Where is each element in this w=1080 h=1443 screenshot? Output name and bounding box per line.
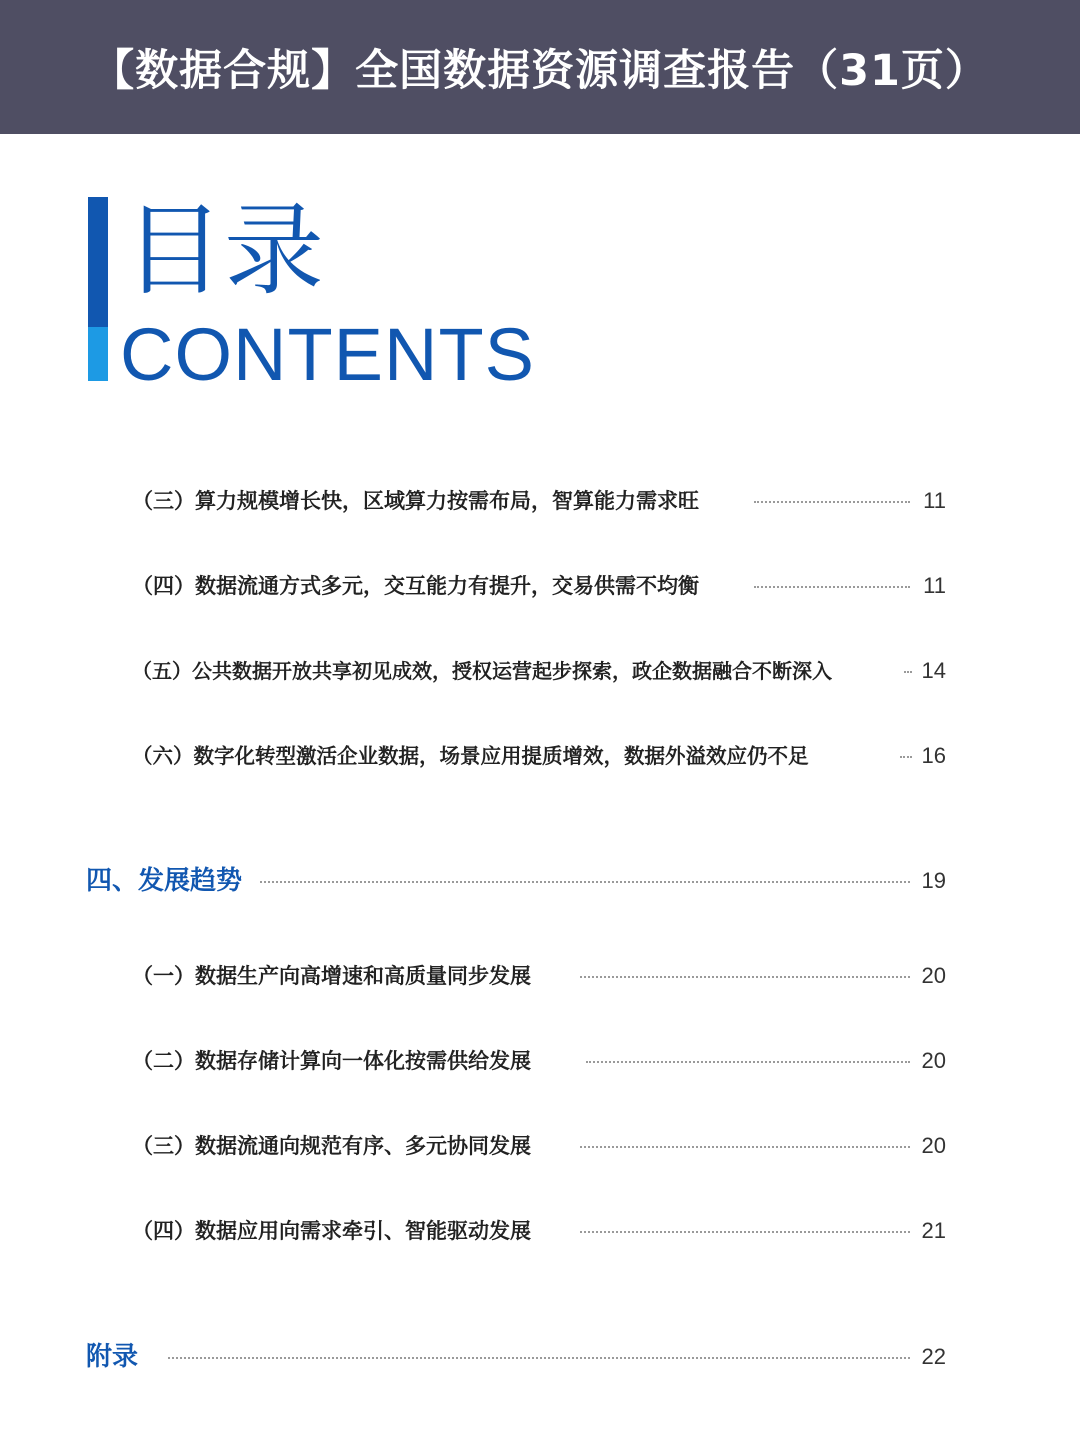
toc-section[interactable] bbox=[0, 861, 1080, 901]
banner-title: 【数据合规】全国数据资源调查报告（31页） bbox=[91, 45, 989, 96]
toc-entry-label: （二）数据存储计算向一体化按需供给发展 bbox=[132, 1049, 531, 1073]
toc-section-page: 19 bbox=[921, 868, 946, 893]
toc-entry-page: 20 bbox=[921, 963, 946, 988]
accent-bar-light bbox=[88, 327, 108, 381]
toc-section[interactable] bbox=[0, 1337, 1080, 1377]
toc-entry-page: 11 bbox=[923, 573, 946, 598]
toc-entry[interactable] bbox=[0, 1211, 1080, 1251]
toc-entry-page: 20 bbox=[921, 1048, 946, 1073]
toc-leader-dots bbox=[900, 756, 912, 758]
toc-entry-label: （五）公共数据开放共享初见成效，授权运营起步探索，政企数据融合不断深入 bbox=[132, 659, 832, 683]
accent-bar-dark bbox=[88, 197, 108, 327]
header-banner bbox=[0, 0, 1080, 134]
toc-leader-dots bbox=[168, 1357, 910, 1359]
toc-entry-label: （三）算力规模增长快，区域算力按需布局，智算能力需求旺 bbox=[132, 489, 699, 513]
toc-entry[interactable] bbox=[0, 651, 1080, 691]
toc-entry[interactable] bbox=[0, 736, 1080, 776]
toc-leader-dots bbox=[754, 586, 910, 588]
toc-section-page: 22 bbox=[921, 1344, 946, 1369]
toc-entry[interactable] bbox=[0, 481, 1080, 521]
toc-leader-dots bbox=[904, 671, 912, 673]
toc-section-label: 四、发展趋势 bbox=[86, 866, 243, 896]
toc-leader-dots bbox=[580, 976, 910, 978]
toc-entry-label: （四）数据应用向需求牵引、智能驱动发展 bbox=[132, 1219, 531, 1243]
toc-leader-dots bbox=[580, 1231, 910, 1233]
toc-entry[interactable] bbox=[0, 1041, 1080, 1081]
toc-leader-dots bbox=[586, 1061, 910, 1063]
toc-leader-dots bbox=[580, 1146, 910, 1148]
toc-entry[interactable] bbox=[0, 1126, 1080, 1166]
toc-leader-dots bbox=[260, 881, 910, 883]
contents-heading-en: CONTENTS bbox=[120, 313, 535, 396]
toc-entry-page: 11 bbox=[923, 488, 946, 513]
toc-leader-dots bbox=[754, 501, 910, 503]
toc-section-label: 附录 bbox=[86, 1342, 139, 1372]
toc-entry-label: （一）数据生产向高增速和高质量同步发展 bbox=[132, 964, 531, 988]
toc-entry-page: 16 bbox=[921, 743, 946, 768]
toc-entry-page: 20 bbox=[921, 1133, 946, 1158]
toc-entry[interactable] bbox=[0, 956, 1080, 996]
toc-entry-label: （三）数据流通向规范有序、多元协同发展 bbox=[132, 1134, 531, 1158]
toc-entry-page: 14 bbox=[921, 658, 946, 683]
toc-entry-label: （六）数字化转型激活企业数据，场景应用提质增效，数据外溢效应仍不足 bbox=[132, 744, 809, 768]
contents-heading-cn: 目录 bbox=[124, 192, 324, 309]
toc-entry[interactable] bbox=[0, 566, 1080, 606]
toc-entry-page: 21 bbox=[921, 1218, 946, 1243]
toc-entry-label: （四）数据流通方式多元，交互能力有提升，交易供需不均衡 bbox=[132, 574, 699, 598]
